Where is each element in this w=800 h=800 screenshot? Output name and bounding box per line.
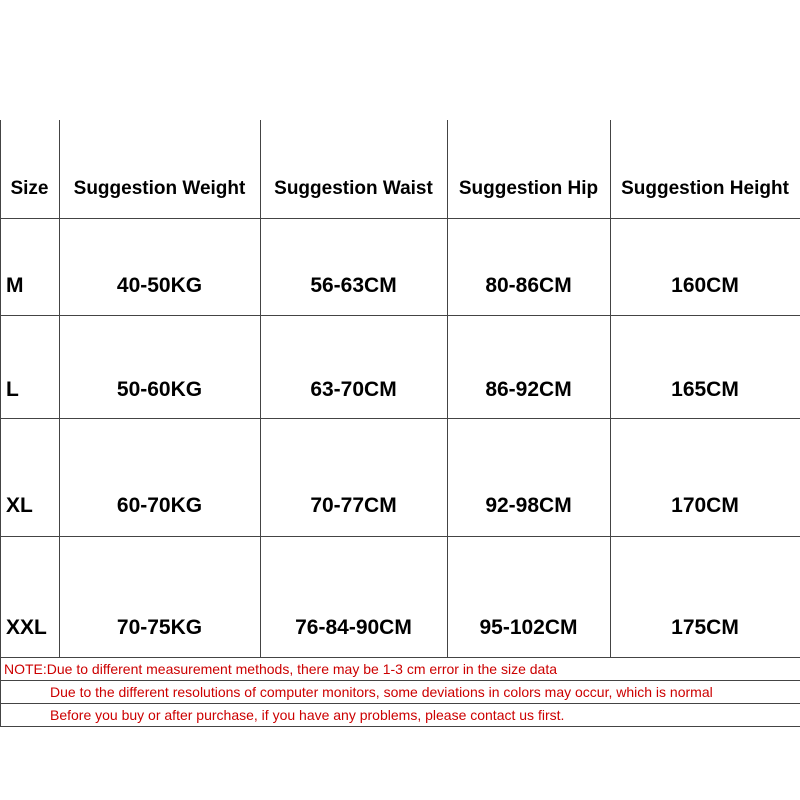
grid-line-h	[0, 418, 800, 419]
waist-cell: 76-84-90CM	[295, 616, 412, 639]
header-height: Suggestion Height	[621, 178, 789, 199]
height-cell: 160CM	[671, 274, 739, 297]
grid-line-h	[0, 218, 800, 219]
size-cell: M	[6, 274, 24, 297]
waist-cell: 70-77CM	[310, 494, 397, 517]
hip-cell: 86-92CM	[485, 378, 572, 401]
hip-cell: 80-86CM	[485, 274, 572, 297]
weight-cell: 60-70KG	[116, 494, 203, 517]
height-cell: 175CM	[671, 616, 739, 639]
height-cell: 170CM	[671, 494, 739, 517]
grid-line-h	[0, 536, 800, 537]
header-size: Size	[10, 178, 49, 199]
note-monitor-colors: Due to the different resolutions of computer monitors, some deviations in colors may occur, which is normal	[50, 684, 713, 700]
size-cell: XXL	[6, 616, 47, 639]
note-contact: Before you buy or after purchase, if you have any problems, please contact us first.	[50, 707, 565, 723]
weight-cell: 40-50KG	[116, 274, 203, 297]
grid-line-h	[0, 315, 800, 316]
header-weight: Suggestion Weight	[73, 178, 246, 199]
note-measurement: NOTE:Due to different measurement methods, there may be 1-3 cm error in the size data	[4, 661, 557, 677]
size-cell: L	[6, 378, 19, 401]
waist-cell: 63-70CM	[310, 378, 397, 401]
header-waist: Suggestion Waist	[274, 178, 433, 199]
weight-cell: 70-75KG	[116, 616, 203, 639]
waist-cell: 56-63CM	[310, 274, 397, 297]
grid-line-h	[0, 726, 800, 727]
header-hip: Suggestion Hip	[458, 178, 599, 199]
weight-cell: 50-60KG	[116, 378, 203, 401]
hip-cell: 92-98CM	[485, 494, 572, 517]
size-cell: XL	[6, 494, 33, 517]
hip-cell: 95-102CM	[479, 616, 578, 639]
height-cell: 165CM	[671, 378, 739, 401]
